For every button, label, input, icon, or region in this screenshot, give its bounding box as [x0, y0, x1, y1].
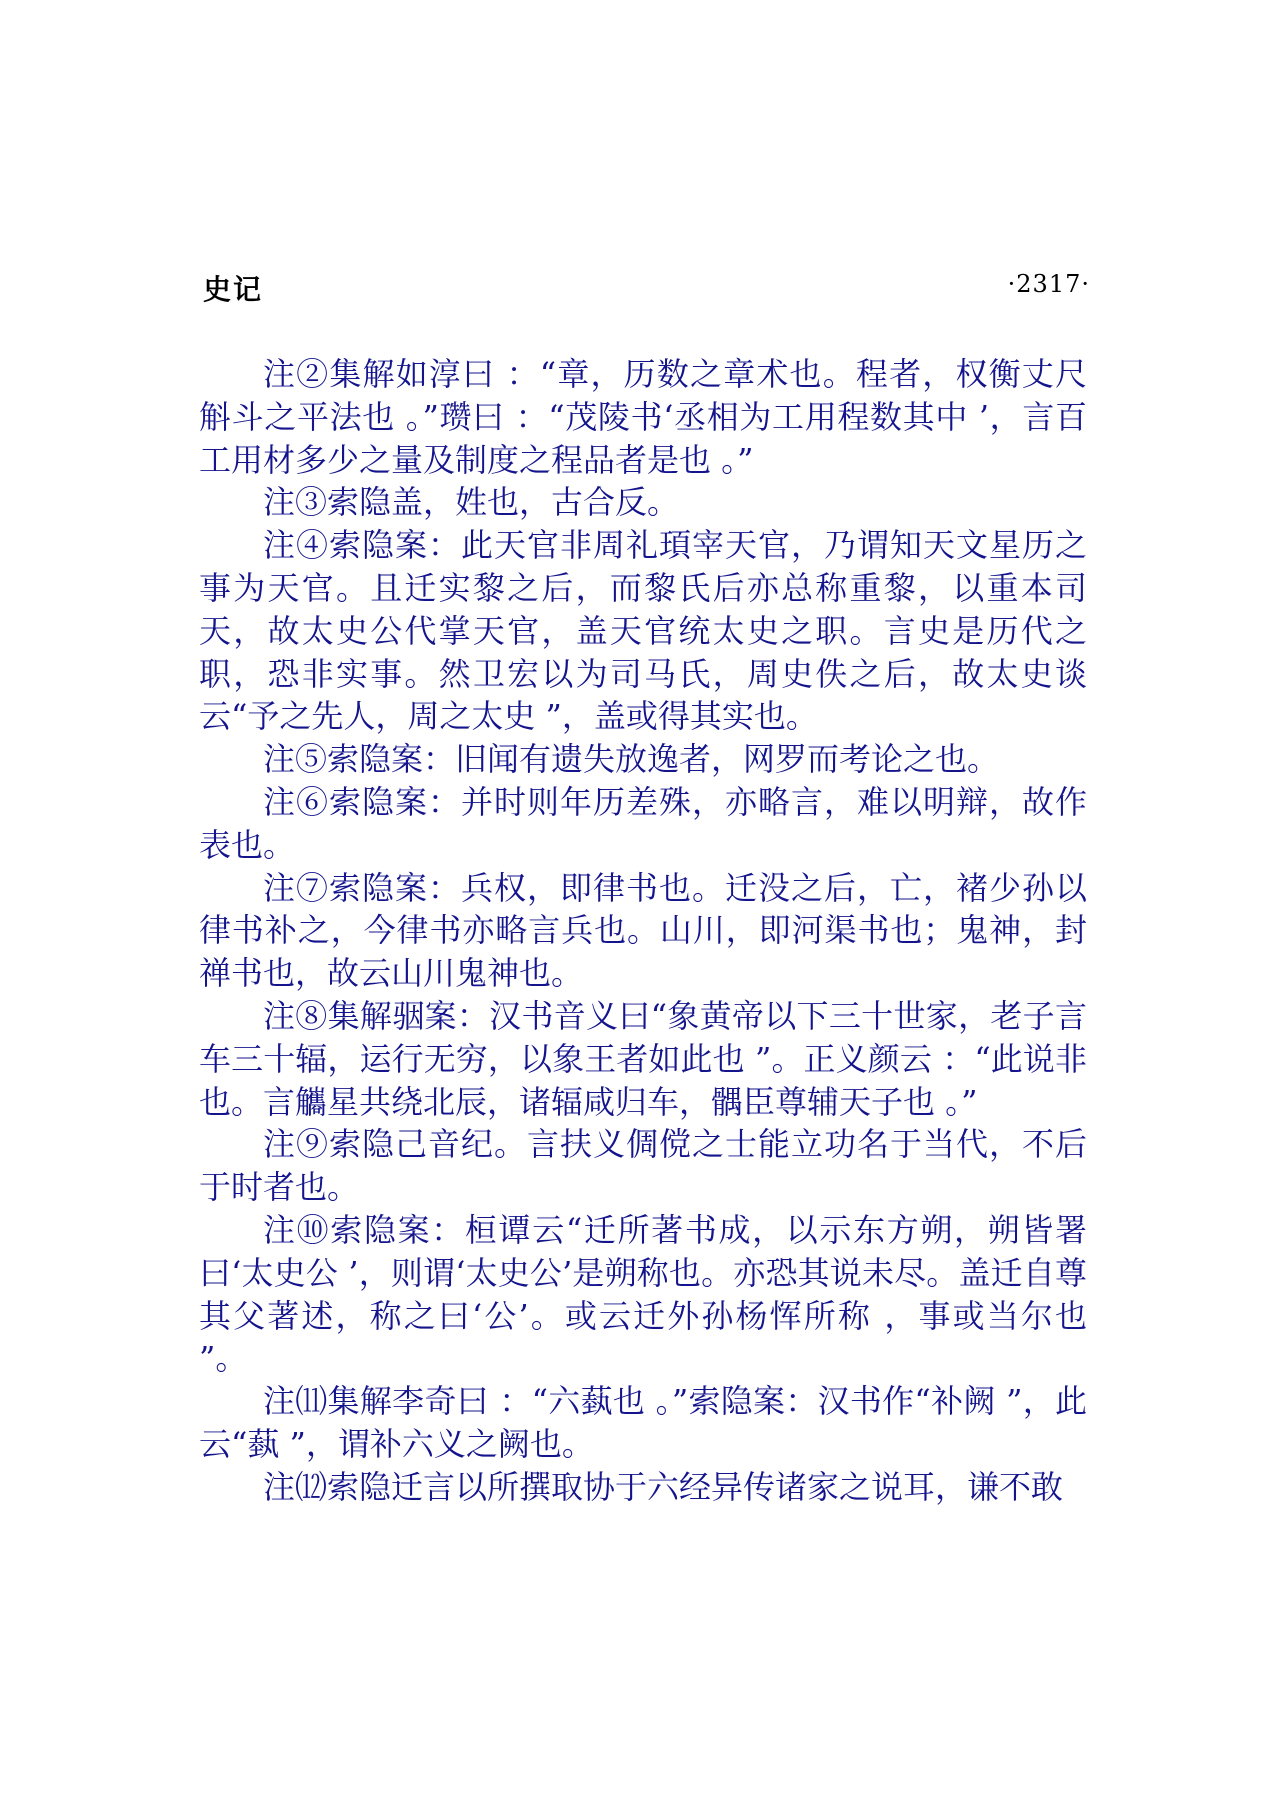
book-title: 史记: [203, 273, 264, 306]
page-number: ·2317·: [1007, 270, 1090, 298]
note-7: 注⑦索隐案：兵权，即律书也。迁没之后，亡，褚少孙以律书补之，今律书亦略言兵也。山川，即河渠书也；鬼神，封禅书也，故云山川鬼神也。: [199, 868, 1087, 993]
annotation-notes: [199, 353, 1087, 1509]
note-3: 注③索隐盖，姓也，古合反。: [263, 483, 680, 522]
note-4: 注④索隐案：此天官非周礼頊宰天官，乃谓知天文星历之事为天官。且迁实黎之后，而黎氏后亦总称重黎，以重本司天，故太史公代掌天官，盖天官统太史之职。言史是历代之职，恐非实事。然卫宏以为司马氏，周史佚之后，故太史谈云“予之先人，周之太史 ”，盖或得其实也。: [199, 526, 1087, 736]
note-8: 注⑧集解骃案：汉书音义曰“象黄帝以下三十世家，老子言车三十辐，运行无穷，以象王者如此也 ”。正义颜云 ：“此说非也。言觿星共绕北辰，诸辐咸归车，髃臣尊辅天子也 。”: [199, 996, 1087, 1121]
note-5: 注⑤索隐案：旧闻有遗失放逸者，网罗而考论之也。: [263, 740, 1000, 779]
note-11: 注⑾集解李奇曰 ：“六蓺也 。”索隐案：汉书作“补阙 ”，此云“蓺 ”，谓补六义之阙也。: [199, 1382, 1087, 1463]
note-12: 注⑿索隐迁言以所撰取协于六经异传诸家之说耳，谦不敢: [263, 1467, 1064, 1506]
note-2: 注②集解如淳曰 ：“章，历数之章术也。程者，权衡丈尺斛斗之平法也 。”瓒曰 ：“茂陵书‘丞相为工用程数其中 ’，言百工用材多少之量及制度之程品者是也 。”: [199, 355, 1087, 479]
note-9: 注⑨索隐己音纪。言扶义倜傥之士能立功名于当代，不后于时者也。: [199, 1125, 1087, 1207]
note-6: 注⑥索隐案：并时则年历差殊，亦略言，难以明辩，故作表也。: [199, 782, 1087, 864]
note-10: 注⑩索隐案：桓谭云“迁所著书成，以示东方朔，朔皆署曰‘太史公 ’，则谓‘太史公’是朔称也。亦恐其说未尽。盖迁自尊其父著述，称之曰‘公’。或云迁外孙杨恽所称 ，事或当尔也 ”。: [199, 1210, 1087, 1378]
page-header: [203, 268, 1090, 308]
